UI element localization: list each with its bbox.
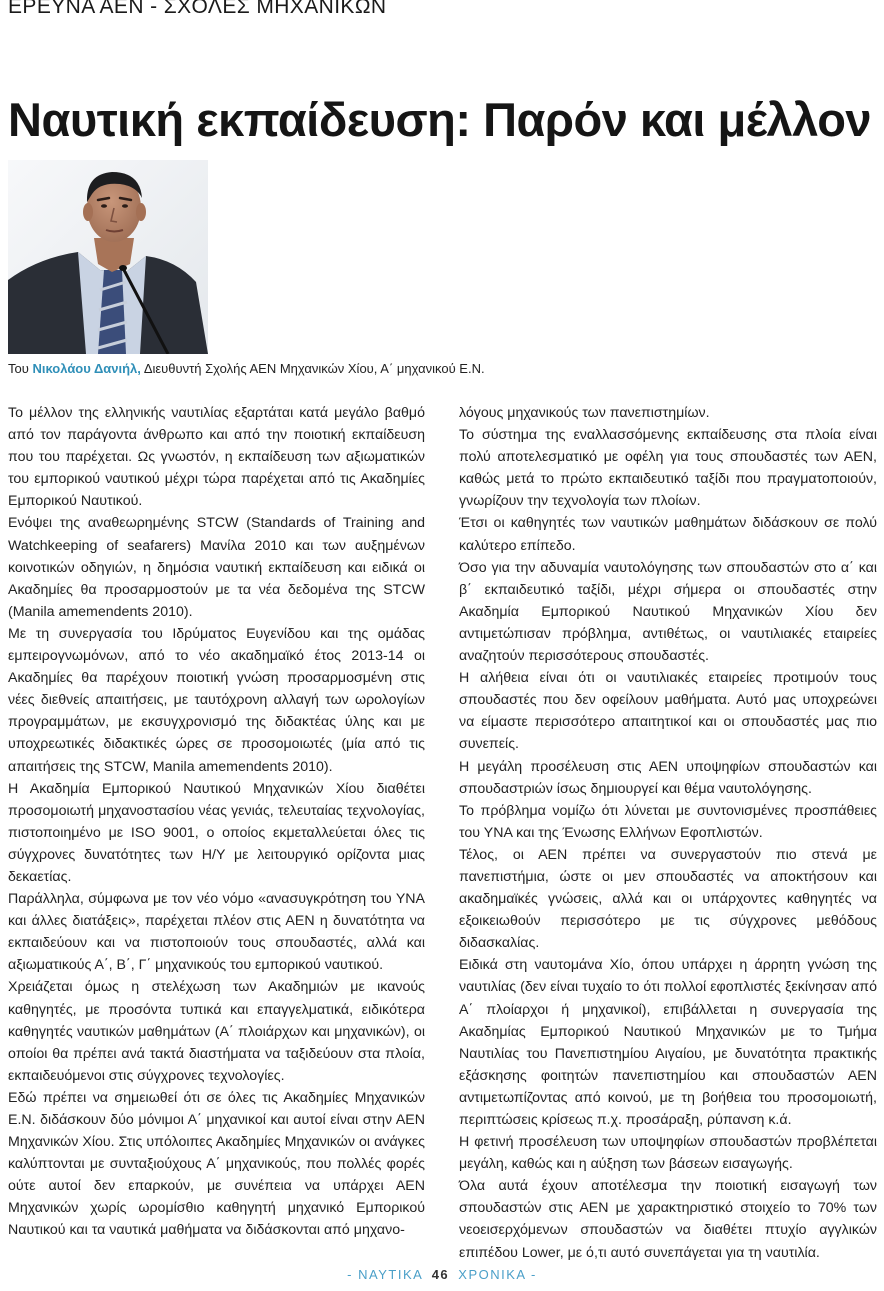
article-column-right — [459, 402, 877, 1264]
paragraph: Παράλληλα, σύμφωνα με τον νέο νόμο «ανασυγκρότηση του ΥΝΑ και άλλες διατάξεις», παρέχεται πλέον στις ΑΕΝ η δυνατότητα να εκπαιδεύουν και να πιστοποιούν τους σπουδαστές, αλλά και αξιωματικούς Α΄, Β΄, Γ΄ μηχανικούς του εμπορικού ναυτικού. — [8, 891, 425, 974]
paragraph: Χρειάζεται όμως η στελέχωση των Ακαδημιών με ικανούς καθηγητές, με προσόντα τυπικά και επαγγελματικά, ειδικότερα καθηγητές ναυτικών μαθημάτων (Α΄ πλοιάρχων και μηχανικών), οι οποίοι θα πρέπει ανά τακτά διαστήματα να ταξιδεύουν στα πλοία, εκπαιδευόμενοι στις σύγχρονες τεχνολογίες. — [8, 979, 425, 1084]
magazine-name-part2: ΧΡΟΝΙΚΑ — [458, 1267, 526, 1282]
footer-dash-left: - — [347, 1267, 353, 1282]
paragraph: Το πρόβλημα νομίζω ότι λύνεται με συντονισμένες προσπάθειες του ΥΝΑ και της Ένωσης Ελλήνων Εφοπλιστών. — [459, 802, 877, 841]
section-label: ΕΡΕΥΝΑ ΑΕΝ - ΣΧΟΛΕΣ ΜΗΧΑΝΙΚΩΝ — [8, 0, 387, 18]
paragraph: Το σύστημα της εναλλασσόμενης εκπαίδευσης στα πλοία είναι πολύ αποτελεσματικό με οφέλη για τους σπουδαστές των ΑΕΝ, καθώς μετά το πρώτο εκπαιδευτικό ταξίδι που πραγματοποιούν, γνωρίζουν την τεχνολογία των πλοίων. — [459, 427, 877, 510]
author-role: Διευθυντή — [143, 361, 202, 376]
caption-prefix: Του — [8, 361, 29, 376]
paragraph: Η μεγάλη προσέλευση στις ΑΕΝ υποψηφίων σπουδαστών και σπουδαστριών ίσως δημιουργεί και θέμα ναυτολόγησης. — [459, 758, 877, 797]
paragraph: Ειδικά στη ναυτομάνα Χίο, όπου υπάρχει η άρρητη γνώση της ναυτιλίας (δεν είναι τυχαίο το ότι πολλοί εφοπλιστές ξεκίνησαν από Α΄ πλοίαρχοι ή μηχανικοί), επιβάλλεται η συνεργασία της Ακαδημίας Εμπορικού Ναυτικού Μηχανικών με το Τμήμα Ναυτιλίας του Πανεπιστημίου Αιγαίου, με δυνατότητα πρακτικής εξάσκησης φοιτητών πανεπιστημίου και σπουδαστών ΑΕΝ αντιμετωπίζοντας από κοινού, με τη βοήθεια του προσομοιωτή, περιπτώσεις κρίσεως π.χ. προσάραξη, ρύπανση κ.ά. — [459, 957, 877, 1128]
author-name: Νικολάου Δανιήλ, — [32, 361, 141, 376]
page-footer — [0, 1267, 884, 1282]
paragraph: λόγους μηχανικούς των πανεπιστημίων. — [459, 405, 710, 421]
paragraph: Εδώ πρέπει να σημειωθεί ότι σε όλες τις Ακαδημίες Μηχανικών Ε.Ν. διδάσκουν δύο μόνιμοι Α΄ μηχανικοί και αυτοί είναι στην ΑΕΝ Μηχανικών Χίου. Στις υπόλοιπες Ακαδημίες Μηχανικών οι ανάγκες καλύπτονται με συνταξιούχους Α΄ μηχανικούς, που πολλές φορές ούτε αυτοί δεν επαρκούν, με συνέπεια να υπάρχει ΑΕΝ Μηχανικών χωρίς ωρομίσθιο καθηγητή μηχανικό Εμπορικού Ναυτικού και τα ναυτικά μαθήματα να διδάσκονται από μηχανο- — [8, 1089, 425, 1239]
paragraph: Έτσι οι καθηγητές των ναυτικών μαθημάτων διδάσκουν σε πολύ καλύτερο επίπεδο. — [459, 515, 877, 554]
paragraph: Όσο για την αδυναμία ναυτολόγησης των σπουδαστών στο α΄ και β΄ εκπαιδευτικό ταξίδι, μέχρι σήμερα οι σπουδαστές στην Ακαδημία Εμπορικού Ναυτικού Μηχανικών Χίου δεν αντιμετώπισαν πρόβλημα, αντιθέτως, οι ναυτιλιακές εταιρείες αναζητούν περισσότερους σπουδαστές. — [459, 559, 877, 665]
article-title: Ναυτική εκπαίδευση: Παρόν και μέλλον — [8, 93, 872, 146]
author-affiliation: Σχολής ΑΕΝ Μηχανικών Χίου, Α΄ μηχανικού Ε.Ν. — [205, 361, 485, 376]
paragraph: Με τη συνεργασία του Ιδρύματος Ευγενίδου και της ομάδας εμπειρογνωμόνων, από το νέο ακαδημαϊκό έτος 2013-14 οι Ακαδημίες θα παρέχουν ποιοτική γνώση προσαρμοσμένη στις νέες διεθνείς απαιτήσεις, με ταυτόχρονη αλλαγή των ωρολογίων προγραμμάτων, με εκσυγχρονισμό της διδακτέας ύλης και με υποχρεωτικές διδακτικές ώρες σε προσομοιωτές (μία από τις απαιτήσεις της STCW, Manila amemendents 2010). — [8, 625, 425, 775]
magazine-name-part1: ΝΑΥΤΙΚΑ — [358, 1267, 423, 1282]
author-caption — [8, 361, 485, 376]
paragraph: Η αλήθεια είναι ότι οι ναυτιλιακές εταιρείες προτιμούν τους σπουδαστές που δεν οφείλουν μαθήματα. Αυτό μας υποχρεώνει να είμαστε περισσότερο απαιτητικοί και οι σπουδαστές μας πιο συνεπείς. — [459, 670, 877, 753]
paragraph: Το μέλλον της ελληνικής ναυτιλίας εξαρτάται κατά μεγάλο βαθμό από τον παράγοντα άνθρωπο και από την ποιοτική εκπαίδευση που του παρέχεται. Ως γνωστόν, η εκπαίδευση των αξιωματικών του εμπορικού ναυτικού μέχρι τώρα παρέχεται από τις Ακαδημίες Εμπορικού Ναυτικού. — [8, 405, 425, 510]
author-photo — [8, 160, 208, 354]
footer-dash-right: - — [531, 1267, 537, 1282]
paragraph: Η Ακαδημία Εμπορικού Ναυτικού Μηχανικών Χίου διαθέτει προσομοιωτή μηχανοστασίου νέας γενιάς, τελευταίας τεχνολογίας, πιστοποιημένο με ISO 9001, ο οποίος εκμεταλλεύεται όλες τις σύγχρονες δυνατότητες των Η/Υ με λειτουργικό ορίζοντα μιας δεκαετίας. — [8, 780, 425, 885]
paragraph: Η φετινή προσέλευση των υποψηφίων σπουδαστών προβλέπεται μεγάλη, καθώς και η αύξηση των βάσεων εισαγωγής. — [459, 1134, 877, 1173]
paragraph: Τέλος, οι ΑΕΝ πρέπει να συνεργαστούν πιο στενά με πανεπιστήμια, ώστε οι μεν σπουδαστές να αποκτήσουν και ακαδημαϊκές γνώσεις, αλλά και οι υπάρχοντες καθηγητές να εξοικειωθούν περισσότερο με τις σύγχρονες μεθόδους διδασκαλίας. — [459, 846, 877, 952]
paragraph: Όλα αυτά έχουν αποτέλεσμα την ποιοτική εισαγωγή των σπουδαστών στις ΑΕΝ με χαρακτηριστικό στοιχείο το 70% των νεοεισερχόμενων σπουδαστών να διαθέτει πτυχίο αγγλικών επιπέδου Lower, με ό,τι αυτό συνεπάγεται για τη ναυτιλία. — [459, 1178, 877, 1261]
paragraph: Ενόψει της αναθεωρημένης STCW (Standards of Training and Watchkeeping of seafarers) Μανίλα 2010 και των αυξημένων κοινοτικών οδηγιών, η δημόσια ναυτική εκπαίδευση και ειδικά οι Ακαδημίες θα προσαρμοστούν με τα νέα δεδομένα της STCW (Manila amemendents 2010). — [8, 515, 425, 620]
article-column-left — [8, 402, 425, 1242]
page-number: 46 — [431, 1267, 450, 1282]
